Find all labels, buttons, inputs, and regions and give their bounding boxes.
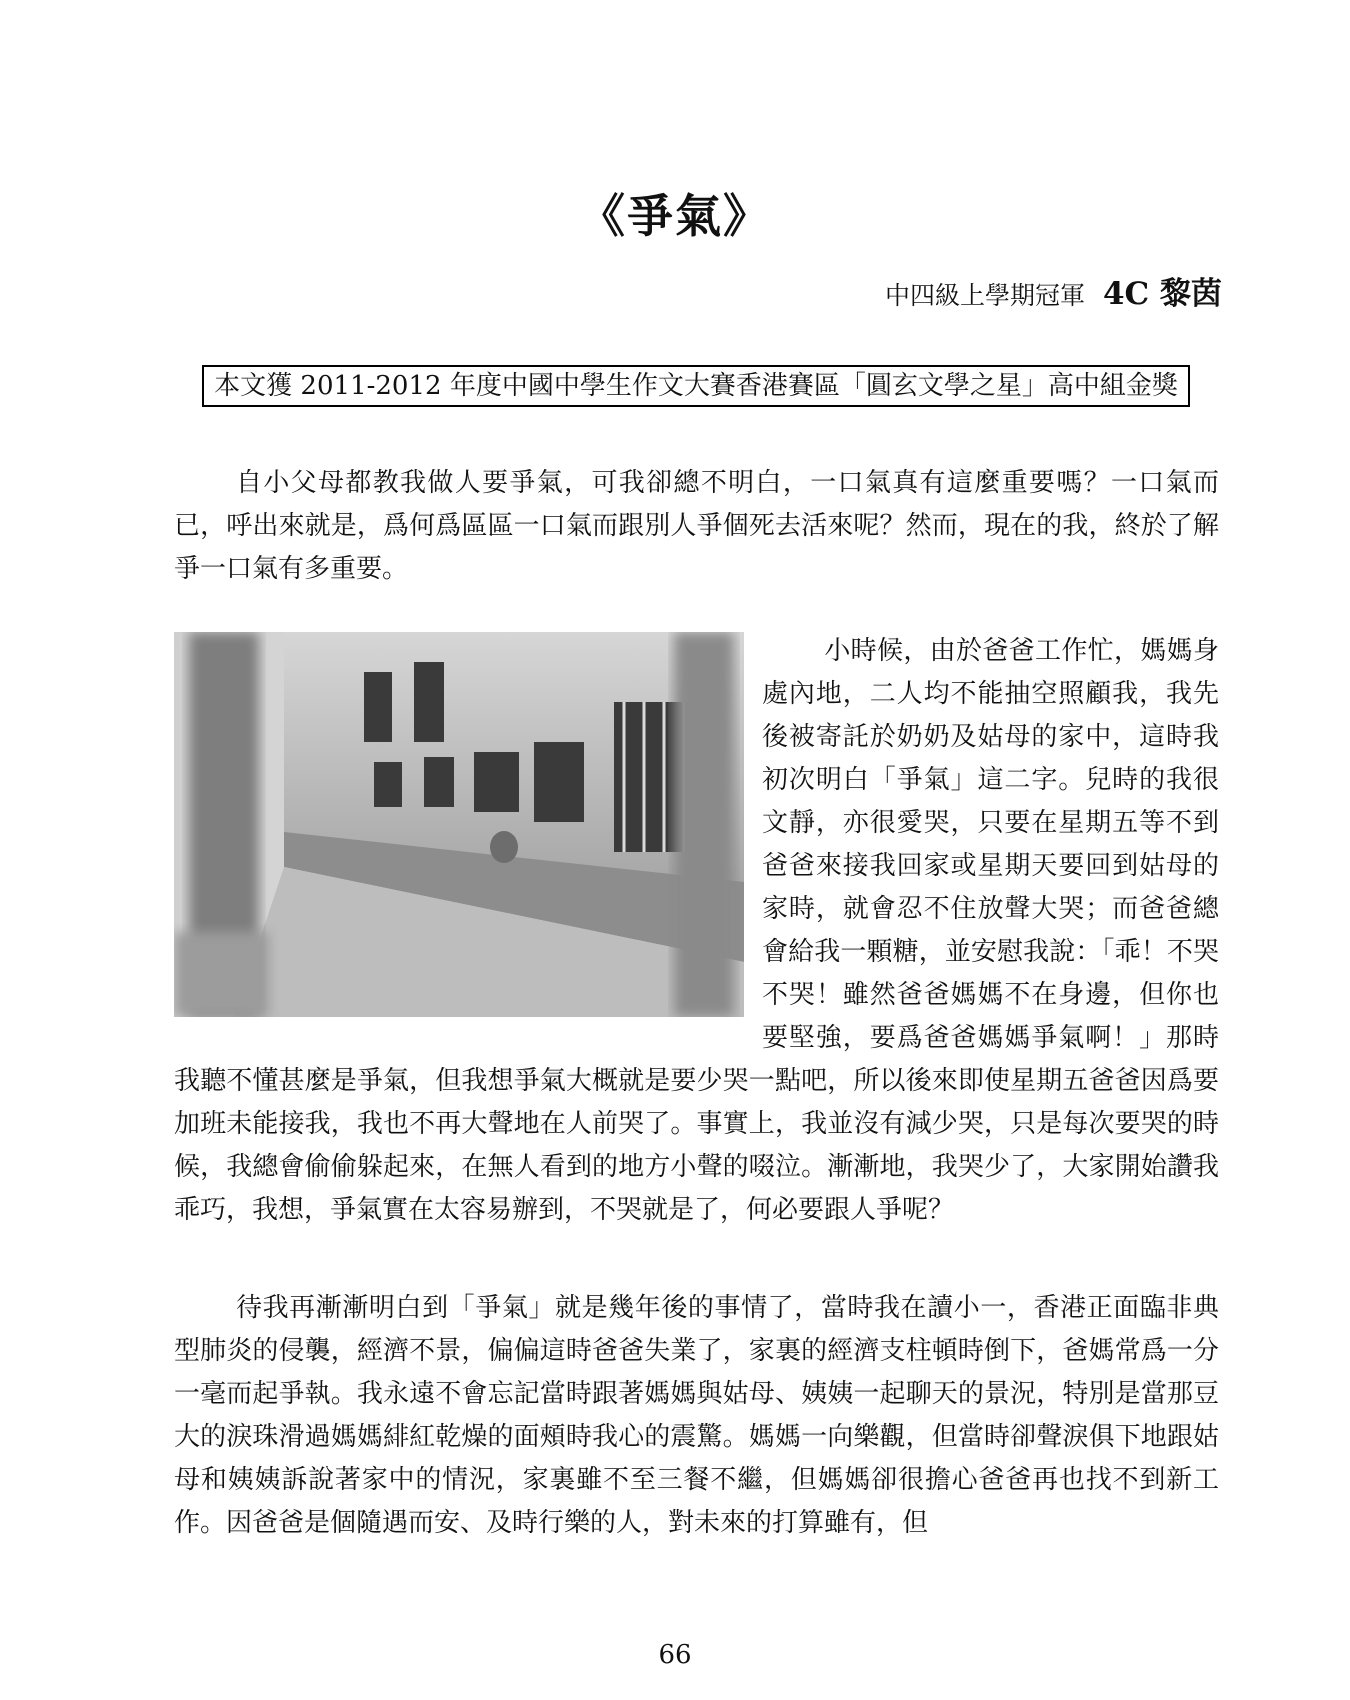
paragraph-1: 自小父母都教我做人要爭氣，可我卻總不明白，一口氣真有這麼重要嗎？一口氣而已，呼出來就是，爲何爲區區一口氣而跟別人爭個死去活來呢？然而，現在的我，終於了解爭一口氣有多重要。 [174,468,1219,584]
street-photo-image [174,632,744,1017]
paragraph-2-text: 小時候，由於爸爸工作忙，媽媽身處內地，二人均不能抽空照顧我，我先後被寄託於奶奶及姑母的家中，這時我初次明白「爭氣」這二字。兒時的我很文靜，亦很愛哭，只要在星期五等不到爸爸來接我回家或星期天要回到姑母的家時，就會忍不住放聲大哭；而爸爸總會給我一顆糖，並安慰我說：「乖！不哭不哭！雖然爸爸媽媽不在身邊，但你也要堅強，要爲爸爸媽媽爭氣啊！」那時我聽不懂甚麼是爭氣，但我想爭氣大概就是要少哭一點吧，所以後來即使星期五爸爸因爲要加班未能接我，我也不再大聲地在人前哭了。事實上，我並沒有減少哭，只是每次要哭的時候，我總會偷偷躲起來，在無人看到的地方小聲的啜泣。漸漸地，我哭少了，大家開始讚我乖巧，我想，爭氣實在太容易辦到，不哭就是了，何必要跟人爭呢？ [174,636,1219,1225]
article-title: 《爭氣》 [579,189,771,243]
author-name: 4C 黎茵 [1102,276,1222,312]
award-note-box: 本文獲 2011-2012 年度中國中學生作文大賽香港賽區「圓玄文學之星」高中組金獎 [202,365,1190,407]
page-number: 66 [658,1640,692,1670]
paragraph-2-block [174,630,1219,1232]
street-photo [174,632,744,1017]
paragraph-3: 待我再漸漸明白到「爭氣」就是幾年後的事情了，當時我在讀小一，香港正面臨非典型肺炎的侵襲，經濟不景，偏偏這時爸爸失業了，家裏的經濟支柱頓時倒下，爸媽常爲一分一毫而起爭執。我永遠不會忘記當時跟著媽媽與姑母、姨姨一起聊天的景況，特別是當那豆大的淚珠滑過媽媽緋紅乾燥的面頰時我心的震驚。媽媽一向樂觀，但當時卻聲淚俱下地跟姑母和姨姨訴說著家中的情況，家裏雖不至三餐不繼，但媽媽卻很擔心爸爸再也找不到新工作。因爸爸是個隨遇而安、及時行樂的人，對未來的打算雖有，但 [174,1293,1219,1538]
byline [885,268,1222,313]
award-rank: 中四級上學期冠軍 [884,281,1085,310]
